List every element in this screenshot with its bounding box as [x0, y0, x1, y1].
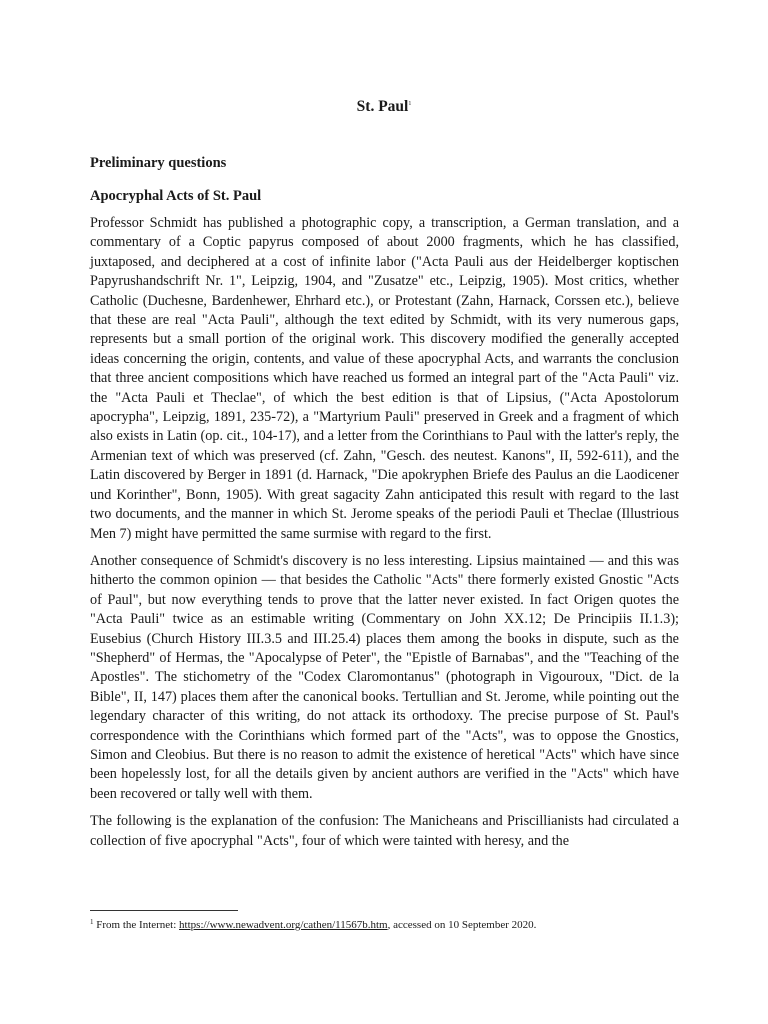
document-body — [90, 153, 679, 859]
footnote-prefix: From the Internet: — [96, 919, 180, 931]
footnote-reference[interactable]: 1 — [408, 101, 412, 107]
heading-apocryphal-acts: Apocryphal Acts of St. Paul — [90, 188, 262, 204]
footnote — [90, 915, 690, 932]
paragraph-explanation: The following is the explanation of the confusion: The Manicheans and Priscillianists had circulated a collection of five apocryphal "Acts", four of which were tainted with heresy, and the — [90, 813, 679, 849]
paragraph-consequence: Another consequence of Schmidt's discovery is no less interesting. Lipsius maintained — and this was hitherto the common opinion — that besides the Catholic "Acts" there formerly existed Gnostic "Acts of Paul", but now everything tends to prove that the latter never existed. In fact Origen quotes the "Acta Pauli" twice as an estimable writing (Commentary on John XX.12; De Principiis II.1.3); Eusebius (Church History III.3.5 and III.25.4) places them among the books in dispute, such as the "Shepherd" of Hermas, the "Apocalypse of Peter", the "Epistle of Barnabas", and the "Teaching of the Apostles". The stichometry of the "Codex Claromontanus" (photograph in Vigouroux, "Dict. de la Bible", II, 147) places them after the canonical books. Tertullian and St. Jerome, while pointing out the legendary character of this writing, do not attack its orthodoxy. The precise purpose of St. Paul's correspondence with the Corinthians which formed part of the "Acts", was to oppose the Gnostics, Simon and Cleobius. But there is no reason to admit the existence of heretical "Acts" which have since been hopelessly lost, for all the details given by ancient authors are verified in the "Acts" which have been recovered or tally well with them. — [90, 552, 679, 802]
footnote-marker: 1 — [90, 918, 94, 926]
footnote-separator — [90, 910, 238, 911]
heading-preliminary-questions: Preliminary questions — [90, 155, 227, 171]
footnote-suffix: , accessed on 10 September 2020. — [387, 919, 537, 931]
title-text: St. Paul — [356, 98, 409, 115]
page-title — [0, 94, 768, 117]
paragraph-schmidt-publication: Professor Schmidt has published a photographic copy, a transcription, a German translation, and a commentary of a Coptic papyrus composed of about 2000 fragments, which he has classified, juxtaposed, and deciphered at a cost of infinite labor ("Acta Pauli aus der Heidelberger koptischen Papyrushandschrift Nr. 1", Leipzig, 1904, and "Zusatze" etc., Leipzig, 1905). Most critics, whether Catholic (Duchesne, Bardenhewer, Ehrhard etc.), or Protestant (Zahn, Harnack, Corssen etc.), believe that these are real "Acta Pauli", although the text edited by Schmidt, with its very numerous gaps, represents but a small portion of the original work. This discovery modified the generally accepted ideas concerning the origin, contents, and value of these apocryphal Acts, and warrants the conclusion that three ancient compositions which have reached us formed an integral part of the "Acta Pauli" viz. the "Acta Pauli et Theclae", of which the best edition is that of Lipsius, ("Acta Apostolorum apocrypha", Leipzig, 1891, 235-72), a "Martyrium Pauli" preserved in Greek and a fragment of which also exists in Latin (op. cit., 104-17), and a letter from the Corinthians to Paul with the latter's reply, the Armenian text of which was preserved (cf. Zahn, "Gesch. des neutest. Kanons", II, 592-611), and the Latin discovered by Berger in 1891 (d. Harnack, "Die apokryphen Briefe des Paulus an die Laodicener und Korinther", Bonn, 1905). With great sagacity Zahn anticipated this result with regard to the last two documents, and the manner in which St. Jerome speaks of the periodi Pauli et Theclae (Illustrious Men 7) might have permitted the same surmise with regard to the first. — [90, 215, 679, 542]
footnote-link[interactable]: https://www.newadvent.org/cathen/11567b.htm — [179, 919, 388, 931]
